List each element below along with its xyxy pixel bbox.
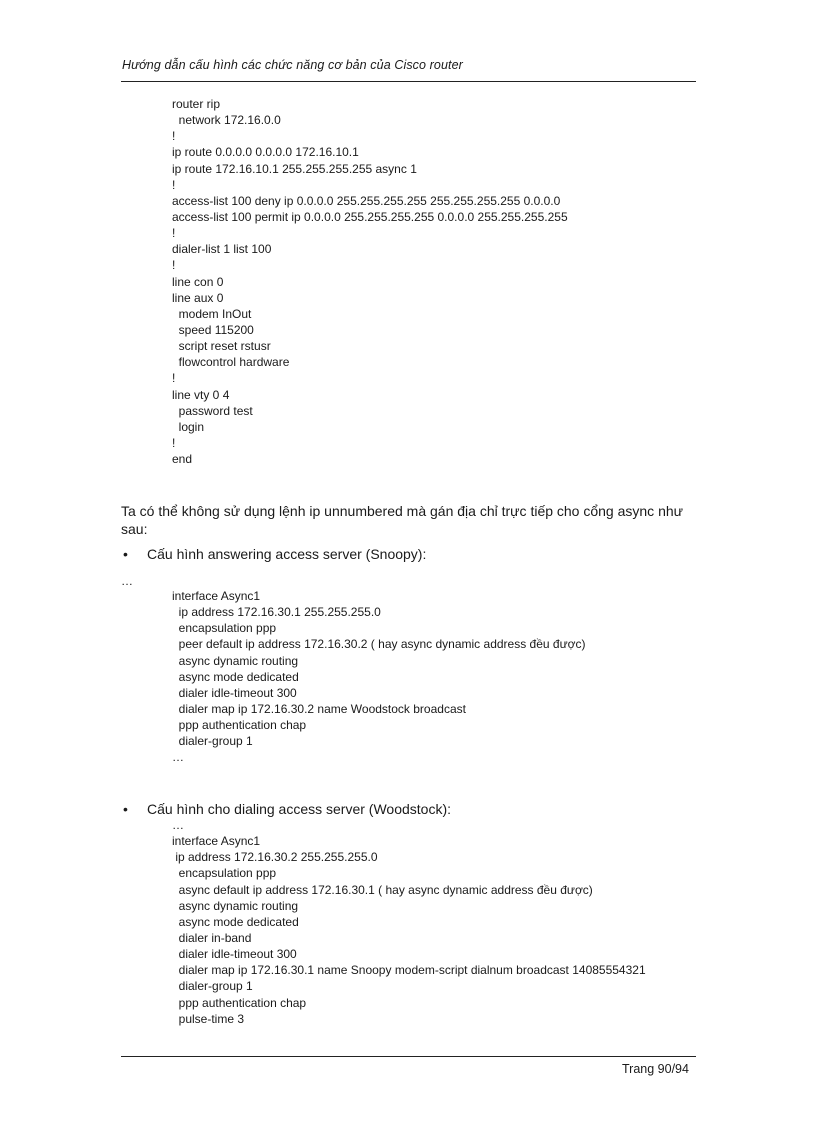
page-number: Trang 90/94 xyxy=(622,1062,689,1076)
body-paragraph: Ta có thể không sử dụng lệnh ip unnumbered mà gán địa chỉ trực tiếp cho cổng async như sau: xyxy=(121,503,684,537)
code-line: script reset rstusr xyxy=(172,339,271,354)
config-listing-3 xyxy=(172,817,646,1027)
code-line: ip route 172.16.10.1 255.255.255.255 async 1 xyxy=(172,161,417,176)
code-line: pulse-time 3 xyxy=(172,1011,245,1026)
code-line: access-list 100 deny ip 0.0.0.0 255.255.255.255 255.255.255.255 0.0.0.0 xyxy=(172,193,561,208)
code-line: dialer in-band xyxy=(172,930,252,945)
config-listing-1 xyxy=(172,96,568,467)
code-line: … xyxy=(172,818,184,832)
code-line: peer default ip address 172.16.30.2 ( hay async dynamic address đều được) xyxy=(172,637,586,652)
header-title: Hướng dẫn cấu hình các chức năng cơ bản của Cisco router xyxy=(122,58,463,72)
code-line: ! xyxy=(172,258,176,273)
code-line: async dynamic routing xyxy=(172,898,299,913)
code-line: async mode dedicated xyxy=(172,914,299,929)
code-line: line con 0 xyxy=(172,274,224,289)
code-line: dialer idle-timeout 300 xyxy=(172,685,297,700)
code-line: ppp authentication chap xyxy=(172,718,307,733)
bullet-item-answering-server xyxy=(123,545,426,563)
code-line: dialer map ip 172.16.30.2 name Woodstock broadcast xyxy=(172,701,466,716)
code-line: ip route 0.0.0.0 0.0.0.0 172.16.10.1 xyxy=(172,145,359,160)
code-line: async dynamic routing xyxy=(172,653,299,668)
code-line: … xyxy=(172,750,184,765)
code-line: modem InOut xyxy=(172,306,252,321)
code-line: line aux 0 xyxy=(172,290,224,305)
ellipsis-marker: … xyxy=(121,574,133,588)
code-line: login xyxy=(172,419,205,434)
code-line: network 172.16.0.0 xyxy=(172,113,281,128)
code-line: ! xyxy=(172,371,176,386)
code-line: router rip xyxy=(172,97,221,111)
bullet-item-dialing-server xyxy=(123,800,451,818)
bullet-dot-icon: • xyxy=(123,546,128,562)
code-line: speed 115200 xyxy=(172,322,254,337)
code-line: interface Async1 xyxy=(172,589,261,603)
code-line: async default ip address 172.16.30.1 ( hay async dynamic address đều được) xyxy=(172,882,593,897)
config-listing-2 xyxy=(172,588,585,766)
code-line: ppp authentication chap xyxy=(172,995,307,1010)
bullet-text: Cấu hình cho dialing access server (Woodstock): xyxy=(147,801,451,817)
code-line: encapsulation ppp xyxy=(172,866,277,881)
code-line: ip address 172.16.30.1 255.255.255.0 xyxy=(172,605,381,620)
code-line: dialer-group 1 xyxy=(172,979,253,994)
code-line: flowcontrol hardware xyxy=(172,355,290,370)
header-divider xyxy=(121,81,696,82)
code-line: dialer-list 1 list 100 xyxy=(172,242,272,257)
code-line: end xyxy=(172,452,193,467)
code-line: password test xyxy=(172,403,253,418)
code-line: ip address 172.16.30.2 255.255.255.0 xyxy=(172,850,378,865)
footer-divider xyxy=(121,1056,696,1057)
code-line: access-list 100 permit ip 0.0.0.0 255.255.255.255 0.0.0.0 255.255.255.255 xyxy=(172,209,568,224)
bullet-dot-icon: • xyxy=(123,801,128,817)
bullet-text: Cấu hình answering access server (Snoopy): xyxy=(147,546,427,562)
code-line: ! xyxy=(172,226,176,241)
code-line: dialer map ip 172.16.30.1 name Snoopy modem-script dialnum broadcast 14085554321 xyxy=(172,963,646,978)
code-line: ! xyxy=(172,129,176,144)
code-line: ! xyxy=(172,177,176,192)
code-line: encapsulation ppp xyxy=(172,621,277,636)
code-line: line vty 0 4 xyxy=(172,387,230,402)
code-line: interface Async1 xyxy=(172,834,261,849)
code-line: dialer-group 1 xyxy=(172,734,253,749)
code-line: async mode dedicated xyxy=(172,669,299,684)
code-line: dialer idle-timeout 300 xyxy=(172,947,297,962)
code-line: ! xyxy=(172,435,176,450)
